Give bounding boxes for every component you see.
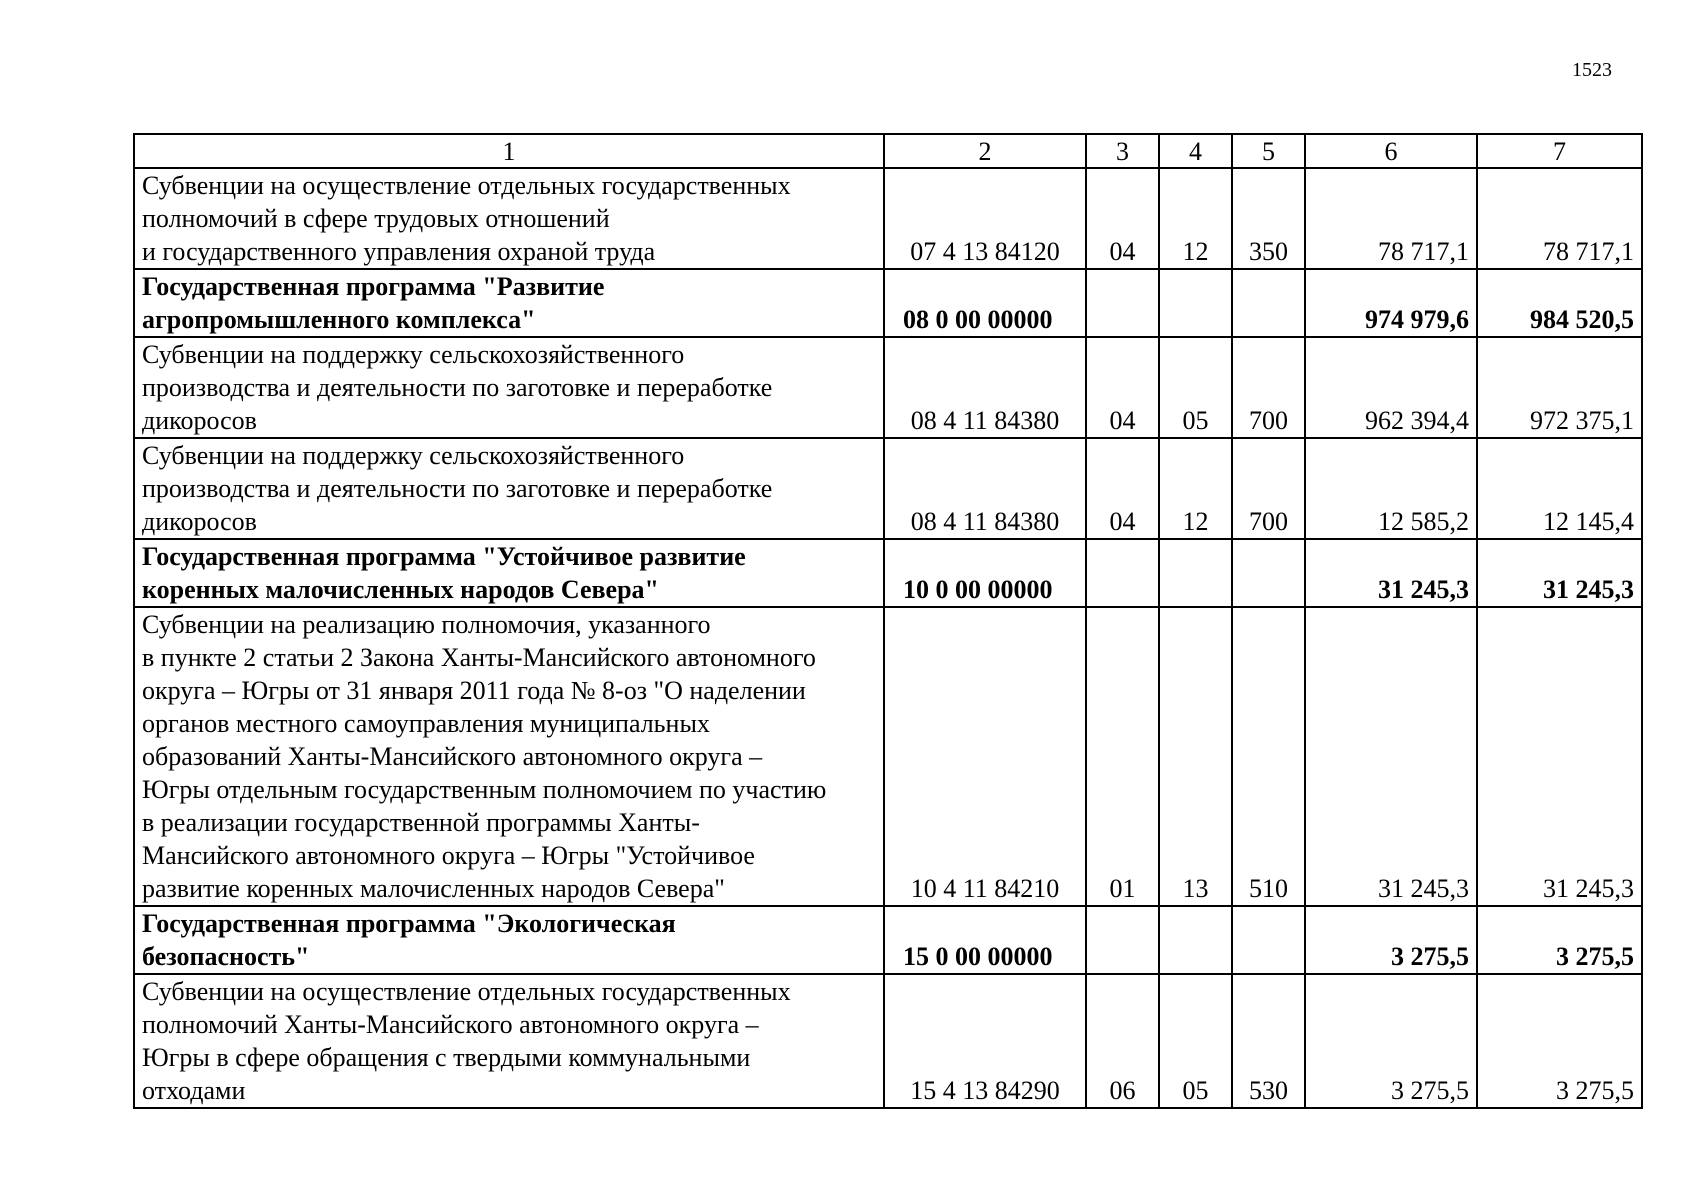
- budget-table: [133, 133, 1643, 1109]
- amount-cell-7: 31 245,3: [1477, 539, 1642, 607]
- expense-type-cell: 350: [1232, 168, 1305, 269]
- description-line: Государственная программа "Экологическая: [142, 909, 676, 938]
- description-cell: [134, 607, 884, 906]
- table-body: [134, 134, 1642, 1108]
- subsection-cell: [1159, 269, 1232, 337]
- description-line: Югры в сфере обращения с твердыми коммунальными: [142, 1043, 751, 1072]
- amount-cell-7: 12 145,4: [1477, 438, 1642, 539]
- amount-cell-6: 3 275,5: [1305, 974, 1477, 1108]
- description-line: Государственная программа "Устойчивое развитие: [142, 542, 746, 571]
- section-cell: 04: [1086, 168, 1159, 269]
- description-line: образований Ханты-Мансийского автономного округа –: [142, 742, 763, 771]
- amount-cell-6: 3 275,5: [1305, 906, 1477, 974]
- section-cell: [1086, 906, 1159, 974]
- program-row: [134, 269, 1642, 337]
- table-row: [134, 607, 1642, 906]
- description-cell: [134, 168, 884, 269]
- description-line: развитие коренных малочисленных народов Севера": [142, 874, 725, 903]
- amount-cell-6: 974 979,6: [1305, 269, 1477, 337]
- section-cell: 01: [1086, 607, 1159, 906]
- description-line: агропромышленного комплекса": [142, 305, 536, 334]
- description-cell: [134, 906, 884, 974]
- code-cell: 15 0 00 00000: [884, 906, 1086, 974]
- description-cell: [134, 438, 884, 539]
- expense-type-cell: 510: [1232, 607, 1305, 906]
- subsection-cell: 13: [1159, 607, 1232, 906]
- header-cell-1: 1: [134, 134, 884, 168]
- subsection-cell: [1159, 906, 1232, 974]
- amount-cell-7: 984 520,5: [1477, 269, 1642, 337]
- description-line: полномочий Ханты-Мансийского автономного округа –: [142, 1010, 759, 1039]
- code-cell: 15 4 13 84290: [884, 974, 1086, 1108]
- header-cell-2: 2: [884, 134, 1086, 168]
- amount-cell-7: 3 275,5: [1477, 974, 1642, 1108]
- amount-cell-7: 78 717,1: [1477, 168, 1642, 269]
- description-cell: [134, 269, 884, 337]
- code-cell: 08 4 11 84380: [884, 438, 1086, 539]
- description-line: Субвенции на поддержку сельскохозяйственного: [142, 441, 685, 470]
- code-cell: 10 0 00 00000: [884, 539, 1086, 607]
- header-cell-4: 4: [1159, 134, 1232, 168]
- description-line: Субвенции на осуществление отдельных государственных: [142, 977, 791, 1006]
- header-cell-3: 3: [1086, 134, 1159, 168]
- table-row: [134, 438, 1642, 539]
- description-line: производства и деятельности по заготовке и переработке: [142, 373, 773, 402]
- expense-type-cell: 530: [1232, 974, 1305, 1108]
- description-line: отходами: [142, 1076, 246, 1105]
- description-line: безопасность": [142, 942, 310, 971]
- description-cell: [134, 337, 884, 438]
- subsection-cell: [1159, 539, 1232, 607]
- code-cell: 07 4 13 84120: [884, 168, 1086, 269]
- program-row: [134, 906, 1642, 974]
- description-line: в пункте 2 статьи 2 Закона Ханты-Мансийского автономного: [142, 643, 816, 672]
- table-row: [134, 974, 1642, 1108]
- description-line: дикоросов: [142, 507, 257, 536]
- description-line: органов местного самоуправления муниципальных: [142, 709, 710, 738]
- code-cell: 08 4 11 84380: [884, 337, 1086, 438]
- description-line: Субвенции на поддержку сельскохозяйственного: [142, 340, 685, 369]
- description-line: и государственного управления охраной труда: [142, 237, 656, 266]
- description-cell: [134, 974, 884, 1108]
- amount-cell-6: 78 717,1: [1305, 168, 1477, 269]
- subsection-cell: 12: [1159, 438, 1232, 539]
- section-cell: 04: [1086, 337, 1159, 438]
- section-cell: [1086, 269, 1159, 337]
- amount-cell-6: 31 245,3: [1305, 607, 1477, 906]
- code-cell: 10 4 11 84210: [884, 607, 1086, 906]
- description-line: полномочий в сфере трудовых отношений: [142, 204, 610, 233]
- subsection-cell: 05: [1159, 974, 1232, 1108]
- description-line: Государственная программа "Развитие: [142, 272, 605, 301]
- description-line: округа – Югры от 31 января 2011 года № 8-оз "О наделении: [142, 676, 806, 705]
- amount-cell-6: 31 245,3: [1305, 539, 1477, 607]
- expense-type-cell: [1232, 906, 1305, 974]
- description-line: Югры отдельным государственным полномочием по участию: [142, 775, 827, 804]
- description-line: Мансийского автономного округа – Югры "Устойчивое: [142, 841, 755, 870]
- description-line: Субвенции на реализацию полномочия, указанного: [142, 610, 711, 639]
- header-cell-6: 6: [1305, 134, 1477, 168]
- section-cell: 04: [1086, 438, 1159, 539]
- section-cell: [1086, 539, 1159, 607]
- code-cell: 08 0 00 00000: [884, 269, 1086, 337]
- page-number: 1523: [1572, 59, 1612, 81]
- amount-cell-6: 962 394,4: [1305, 337, 1477, 438]
- description-cell: [134, 539, 884, 607]
- table-row: [134, 168, 1642, 269]
- expense-type-cell: 700: [1232, 438, 1305, 539]
- header-row: [134, 134, 1642, 168]
- table-row: [134, 337, 1642, 438]
- description-line: производства и деятельности по заготовке и переработке: [142, 474, 773, 503]
- program-row: [134, 539, 1642, 607]
- amount-cell-6: 12 585,2: [1305, 438, 1477, 539]
- expense-type-cell: [1232, 539, 1305, 607]
- expense-type-cell: [1232, 269, 1305, 337]
- description-line: дикоросов: [142, 406, 257, 435]
- expense-type-cell: 700: [1232, 337, 1305, 438]
- description-line: Субвенции на осуществление отдельных государственных: [142, 171, 791, 200]
- subsection-cell: 12: [1159, 168, 1232, 269]
- amount-cell-7: 972 375,1: [1477, 337, 1642, 438]
- header-cell-7: 7: [1477, 134, 1642, 168]
- description-line: коренных малочисленных народов Севера": [142, 575, 659, 604]
- header-cell-5: 5: [1232, 134, 1305, 168]
- amount-cell-7: 3 275,5: [1477, 906, 1642, 974]
- subsection-cell: 05: [1159, 337, 1232, 438]
- description-line: в реализации государственной программы Ханты-: [142, 808, 700, 837]
- section-cell: 06: [1086, 974, 1159, 1108]
- amount-cell-7: 31 245,3: [1477, 607, 1642, 906]
